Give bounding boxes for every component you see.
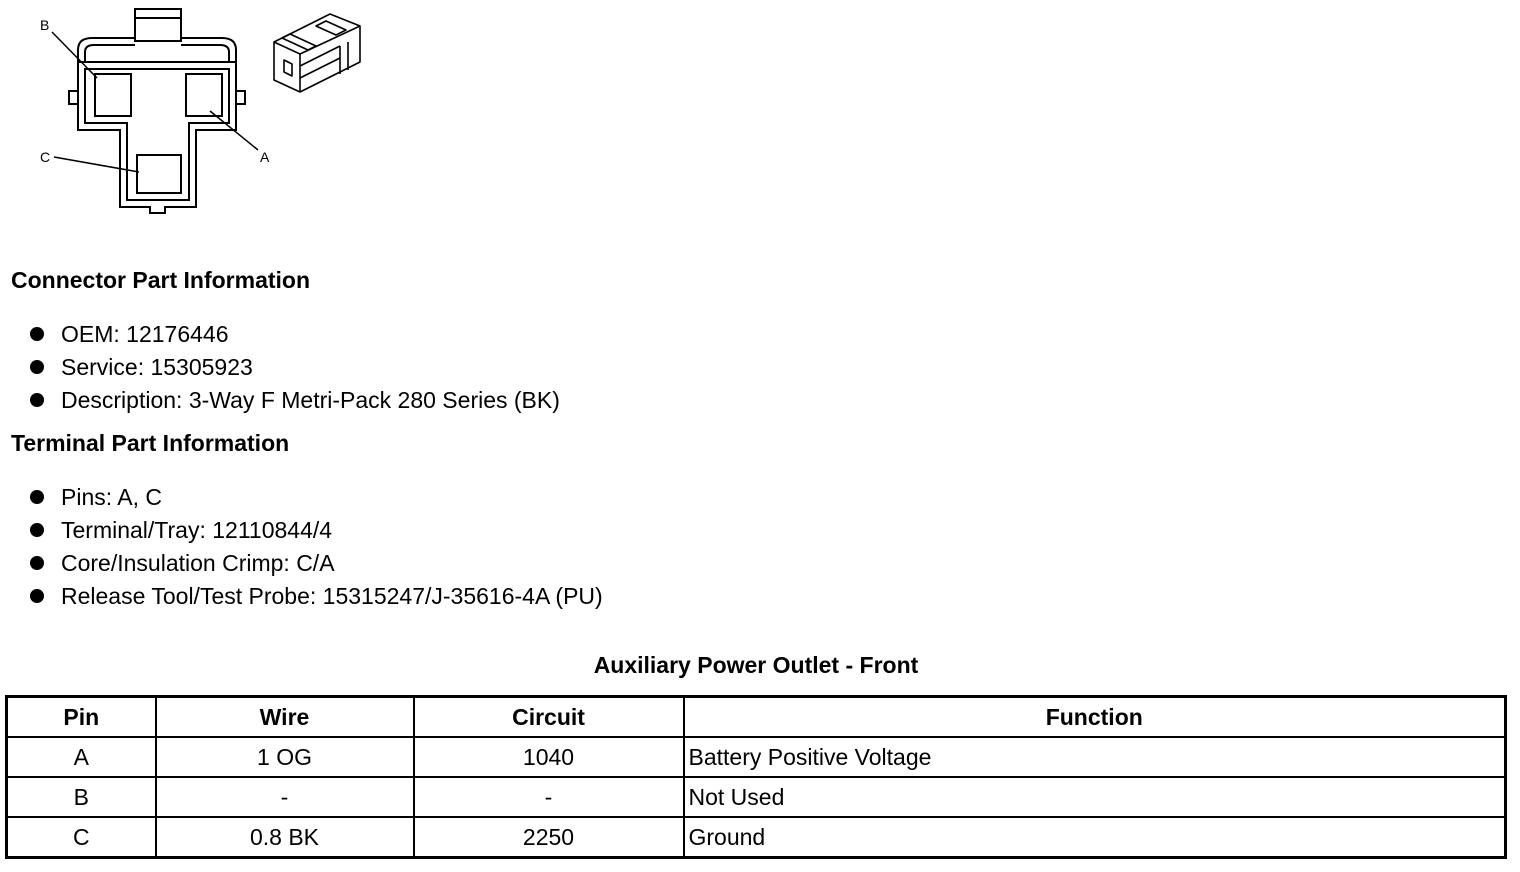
bullet-icon	[30, 360, 44, 374]
side-tab-right	[236, 91, 245, 104]
cavity-label-a: A	[260, 149, 270, 165]
bullet-icon	[30, 393, 44, 407]
cavity-b	[95, 74, 131, 116]
bullet-icon	[30, 556, 44, 570]
table-header-row	[7, 697, 1506, 738]
cell-function: Ground	[684, 817, 1506, 858]
cell-wire: -	[156, 777, 414, 817]
bullet-icon	[30, 327, 44, 341]
cell-circuit: 1040	[414, 737, 684, 777]
cavity-label-b: B	[40, 17, 50, 33]
column-header-pin: Pin	[7, 697, 156, 738]
bullet-icon	[30, 490, 44, 504]
table-row	[7, 777, 1506, 817]
cell-circuit: -	[414, 777, 684, 817]
cavity-a	[186, 74, 222, 116]
table-row	[7, 817, 1506, 858]
cell-circuit: 2250	[414, 817, 684, 858]
cell-function: Not Used	[684, 777, 1506, 817]
table-title: Auxiliary Power Outlet - Front	[593, 652, 919, 678]
connector-diagram	[0, 0, 380, 225]
connector-latch	[135, 9, 181, 41]
cell-pin: A	[7, 737, 156, 777]
connector-body-outline	[78, 62, 236, 213]
pinout-table	[5, 695, 1507, 859]
terminal-part-info-heading: Terminal Part Information	[11, 430, 290, 456]
cavity-label-c: C	[40, 149, 51, 165]
column-header-circuit: Circuit	[414, 697, 684, 738]
column-header-function: Function	[684, 697, 1506, 738]
side-tab-left	[69, 91, 78, 104]
column-header-wire: Wire	[156, 697, 414, 738]
cavity-c	[137, 155, 181, 193]
bullet-icon	[30, 523, 44, 537]
cell-wire: 1 OG	[156, 737, 414, 777]
bullet-icon	[30, 589, 44, 603]
cell-wire: 0.8 BK	[156, 817, 414, 858]
connector-part-info-heading: Connector Part Information	[11, 267, 311, 293]
table-row	[7, 737, 1506, 777]
cell-pin: C	[7, 817, 156, 858]
connector-isometric-sketch	[274, 14, 360, 92]
cell-function: Battery Positive Voltage	[684, 737, 1506, 777]
cell-pin: B	[7, 777, 156, 817]
